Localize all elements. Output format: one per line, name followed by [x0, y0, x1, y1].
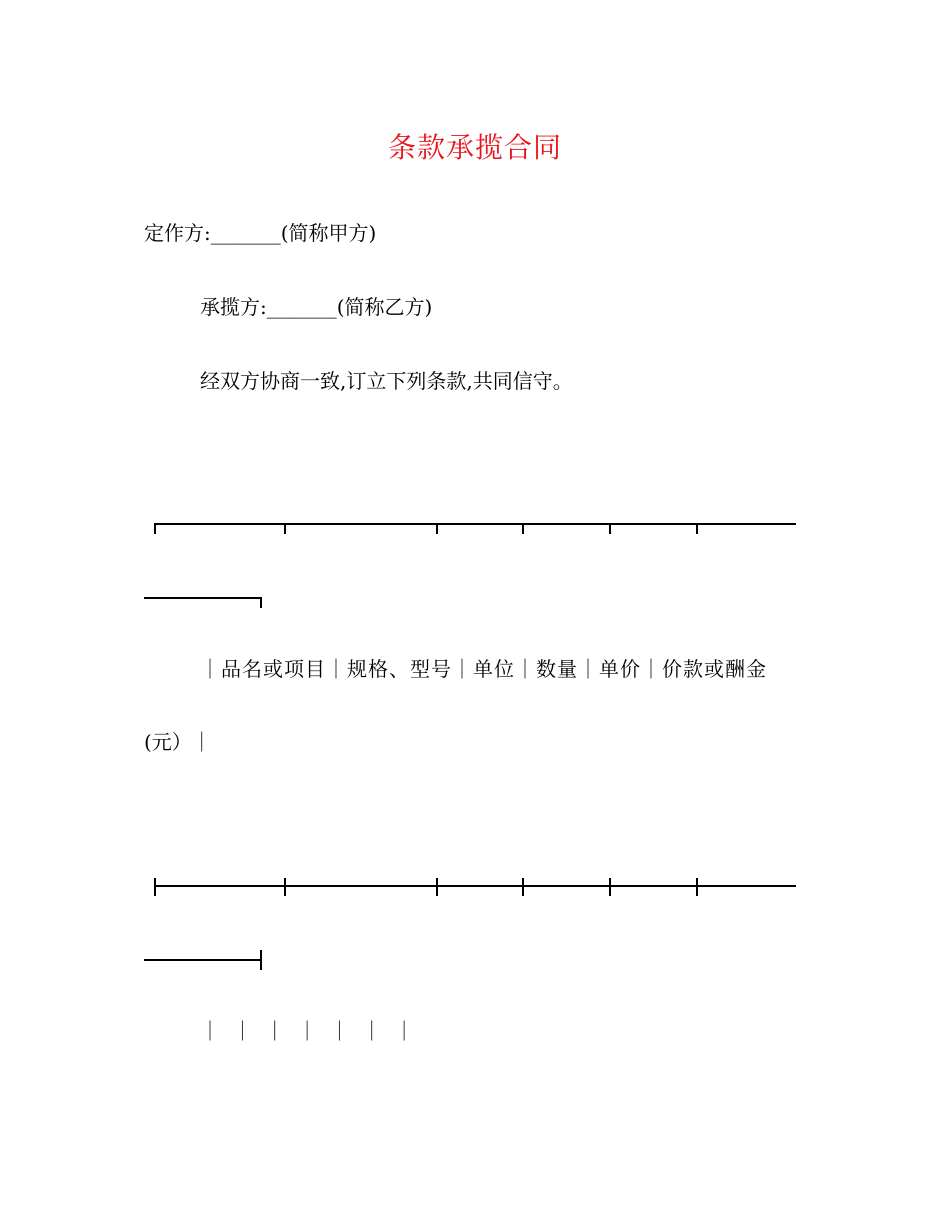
- intro-line: 经双方协商一致,订立下列条款,共同信守。: [200, 369, 573, 393]
- table-header-row: ｜品名或项目｜规格、型号｜单位｜数量｜单价｜价款或酬金: [200, 657, 767, 681]
- party-b-line: 承揽方:_______(简称乙方): [200, 295, 433, 319]
- table-empty-row: ｜ ｜ ｜ ｜ ｜ ｜ ｜: [200, 1019, 415, 1043]
- document-title: 条款承揽合同: [387, 131, 562, 164]
- table-header-unit: (元）｜: [144, 730, 212, 754]
- party-a-line: 定作方:_______(简称甲方): [144, 221, 377, 245]
